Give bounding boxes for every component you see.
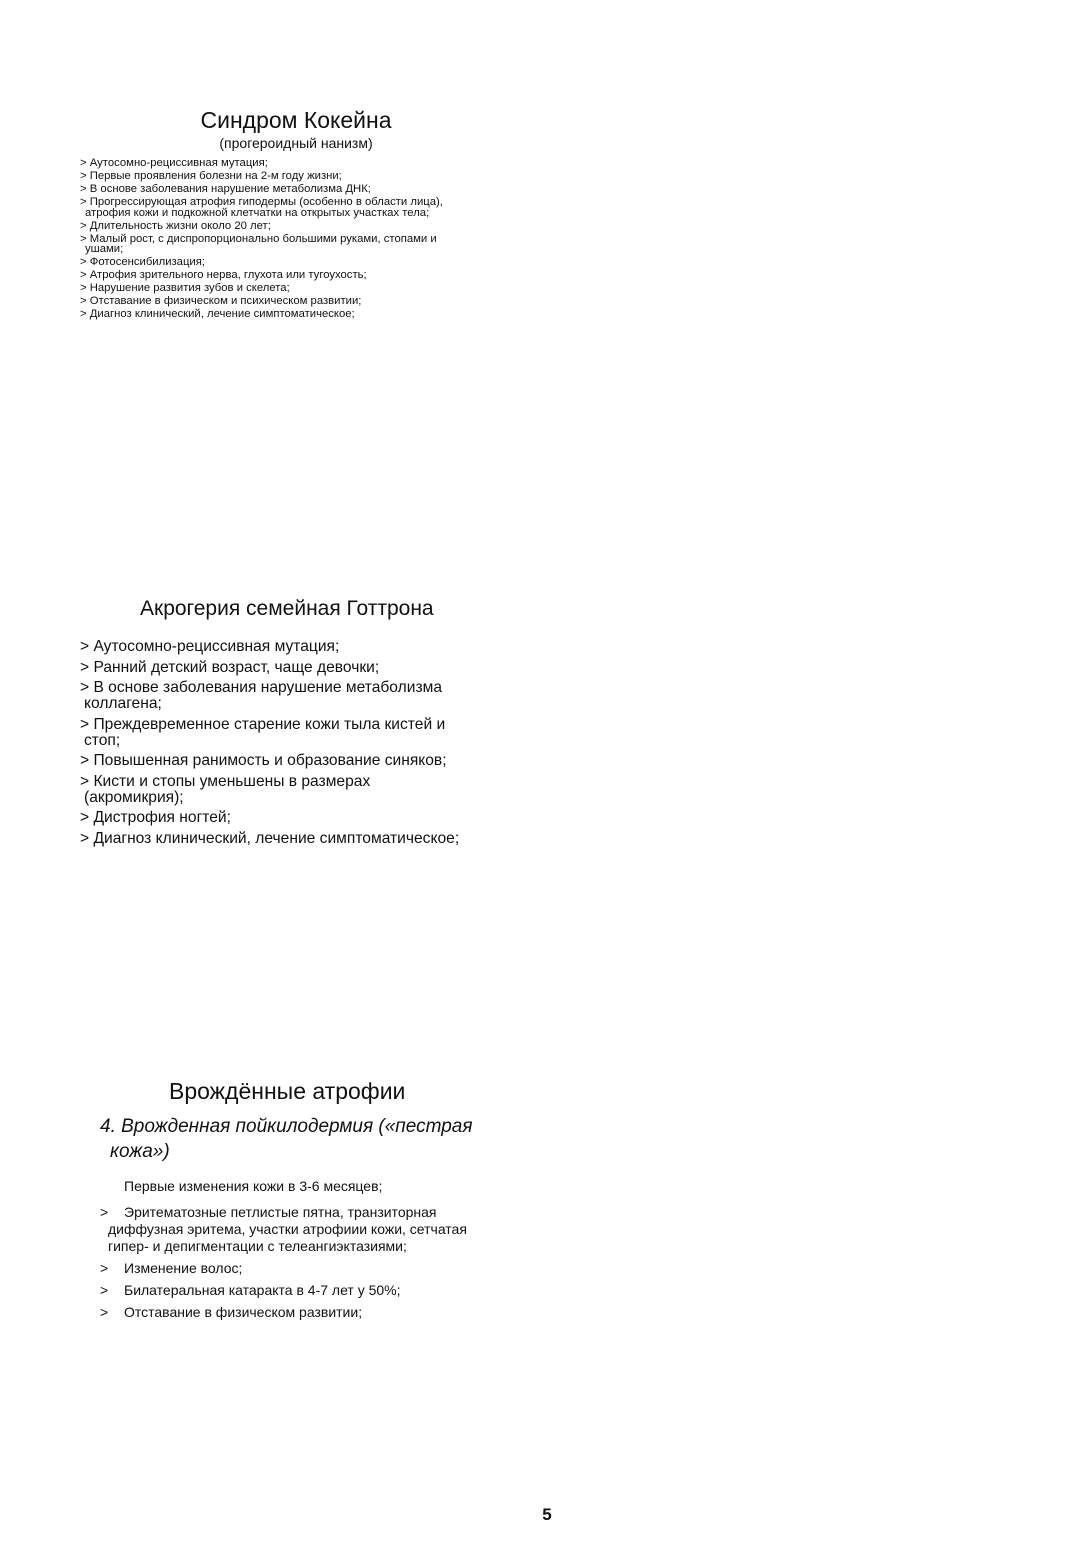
list-item: > Первые проявления болезни на 2-м году жизни; <box>80 170 342 182</box>
section-cockayne <box>80 106 512 322</box>
list-item: > Фотосенсибилизация; <box>80 256 205 268</box>
list-item: > Длительность жизни около 20 лет; <box>80 219 271 232</box>
list-item: > Отставание в физическом развитии; <box>100 1304 363 1320</box>
list-item: > Малый рост, с диспропорционально большими руками, стопами и ушами; <box>80 232 437 255</box>
list-item: > Эритематозные петлистые пятна, транзиторная диффузная эритема, участки атрофиии кожи, сетчатая гипер- и депигментации с телеангиэктазиями; <box>100 1204 467 1254</box>
bullet-marker: > <box>100 1282 109 1298</box>
intro-text: Первые изменения кожи в 3-6 месяцев; <box>124 1178 383 1194</box>
list-item: > Нарушение развития зубов и скелета; <box>80 282 290 294</box>
section-title: Синдром Кокейна <box>200 107 392 133</box>
list-item: > Билатеральная катаракта в 4-7 лет у 50%; <box>100 1282 401 1298</box>
page-number: 5 <box>542 1505 552 1524</box>
list-item: > Аутосомно-рециссивная мутация; <box>80 638 340 655</box>
list-item: > В основе заболевания нарушение метаболизма ДНК; <box>80 183 371 195</box>
list-item: > Аутосомно-рециссивная мутация; <box>80 157 268 169</box>
section-subtitle: 4. Врожденная пойкилодермия («пестрая кожа») <box>100 1116 473 1162</box>
list-item: > Преждевременное старение кожи тыла кистей и стоп; <box>80 715 446 749</box>
section-title: Врождённые атрофии <box>169 1078 406 1104</box>
list-item: > Повышенная ранимость и образование синяков; <box>80 752 447 769</box>
list-item: > Атрофия зрительного нерва, глухота или тугоухость; <box>80 269 367 281</box>
section-congenital-atrophies <box>100 1076 492 1326</box>
list-item: > Диагноз клинический, лечение симптоматическое; <box>80 308 355 320</box>
bullet-list <box>100 1204 492 1321</box>
bullet-marker: > <box>100 1304 109 1320</box>
section-acrogeria <box>80 595 510 851</box>
bullet-list <box>80 158 512 320</box>
bullet-list <box>80 639 510 847</box>
list-item: > В основе заболевания нарушение метаболизма коллагена; <box>80 679 442 712</box>
section-subtitle: (прогероидный нанизм) <box>219 135 373 151</box>
list-item: > Отставание в физическом и психическом развитии; <box>80 295 362 307</box>
list-item: > Кисти и стопы уменьшены в размерах (акромикрия); <box>80 772 371 806</box>
list-item: > Диагноз клинический, лечение симптоматическое; <box>80 829 460 847</box>
list-item: > Изменение волос; <box>100 1260 243 1276</box>
section-title: Акрогерия семейная Готтрона <box>140 597 434 620</box>
bullet-marker: > <box>100 1204 109 1220</box>
list-item: > Дистрофия ногтей; <box>80 809 231 826</box>
bullet-marker: > <box>100 1260 109 1276</box>
list-item: > Прогрессирующая атрофия гиподермы (особенно в области лица), атрофия кожи и подкожной клетчатки на открытых участках тела; <box>80 196 443 219</box>
list-item: > Ранний детский возраст, чаще девочки; <box>80 658 380 676</box>
